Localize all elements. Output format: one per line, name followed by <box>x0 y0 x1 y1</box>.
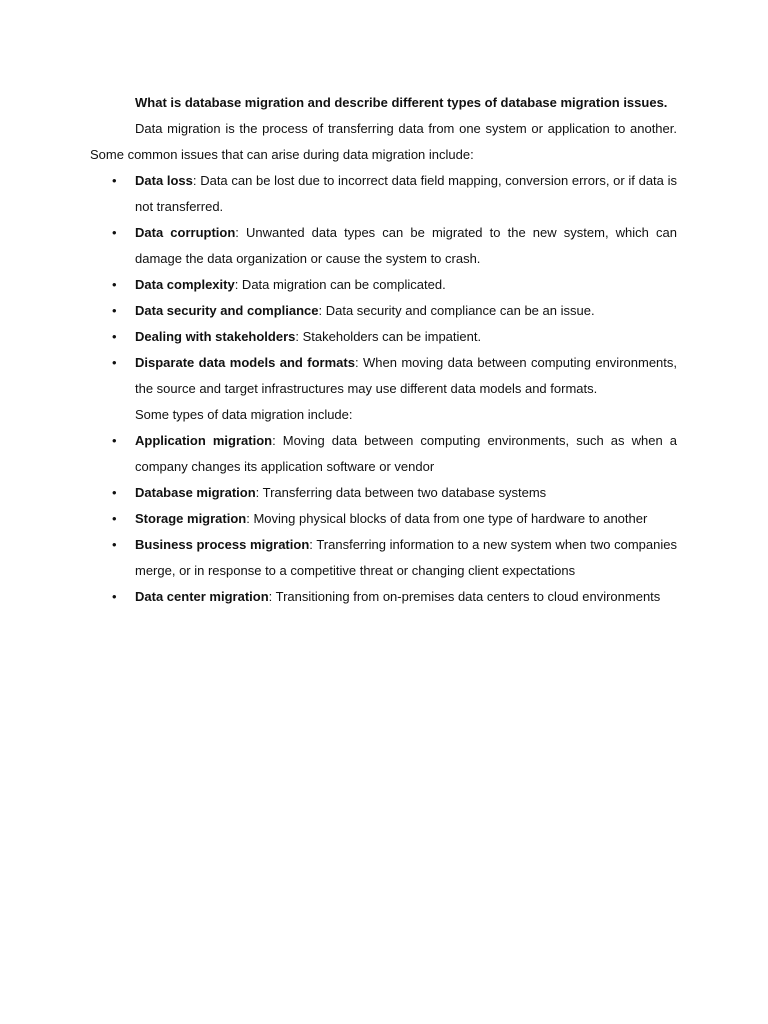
bullet-icon: • <box>112 485 117 500</box>
item-text: : Data security and compliance can be an issue. <box>318 303 595 318</box>
document-body <box>90 90 677 610</box>
document-heading: What is database migration and describe different types of database migration issues. <box>135 95 668 110</box>
list-item <box>90 272 677 298</box>
item-term: Data corruption <box>135 225 236 240</box>
item-term: Business process migration <box>135 537 310 552</box>
bullet-icon: • <box>112 277 117 292</box>
item-text: : Transferring information to a new system when two companies merge, or in response to a competitive threat or changing client expectations <box>135 537 677 578</box>
bullet-icon: • <box>112 433 117 448</box>
item-term: Disparate data models and formats <box>135 355 355 370</box>
item-term: Application migration <box>135 433 273 448</box>
item-text: : When moving data between computing environments, the source and target infrastructures may use different data models and formats. <box>135 355 678 396</box>
item-text: : Data can be lost due to incorrect data field mapping, conversion errors, or if data is not transferred. <box>135 173 677 214</box>
item-text: : Unwanted data types can be migrated to the new system, which can damage the data organization or cause the system to crash. <box>135 225 677 266</box>
item-text: : Data migration can be complicated. <box>234 277 446 292</box>
item-term: Data security and compliance <box>135 303 319 318</box>
item-text: : Transitioning from on-premises data centers to cloud environments <box>268 589 661 604</box>
list-item <box>90 480 677 506</box>
item-term: Data complexity <box>135 277 235 292</box>
item-text: : Moving physical blocks of data from one type of hardware to another <box>246 511 648 526</box>
bullet-icon: • <box>112 537 117 552</box>
bullet-icon: • <box>112 589 117 604</box>
item-text: : Stakeholders can be impatient. <box>295 329 482 344</box>
bullet-icon: • <box>112 173 117 188</box>
types-intro: Some types of data migration include: <box>135 407 353 422</box>
list-item <box>90 168 677 220</box>
bullet-icon: • <box>112 225 117 240</box>
types-list <box>90 428 677 610</box>
intro-paragraph: Data migration is the process of transferring data from one system or application to another. Some common issues that can arise during data migration include: <box>90 121 677 162</box>
item-text: : Moving data between computing environments, such as when a company changes its application software or vendor <box>135 433 677 474</box>
list-item <box>90 220 677 272</box>
list-item <box>90 532 677 584</box>
bullet-icon: • <box>112 303 117 318</box>
list-item <box>90 428 677 480</box>
issues-list <box>90 168 677 402</box>
item-term: Dealing with stakeholders <box>135 329 296 344</box>
list-item <box>90 324 677 350</box>
bullet-icon: • <box>112 355 117 370</box>
item-term: Database migration <box>135 485 256 500</box>
item-text: : Transferring data between two database systems <box>255 485 547 500</box>
list-item <box>90 298 677 324</box>
item-term: Data center migration <box>135 589 269 604</box>
list-item <box>90 350 677 402</box>
list-item <box>90 506 677 532</box>
item-term: Storage migration <box>135 511 247 526</box>
bullet-icon: • <box>112 511 117 526</box>
item-term: Data loss <box>135 173 193 188</box>
list-item <box>90 584 677 610</box>
bullet-icon: • <box>112 329 117 344</box>
